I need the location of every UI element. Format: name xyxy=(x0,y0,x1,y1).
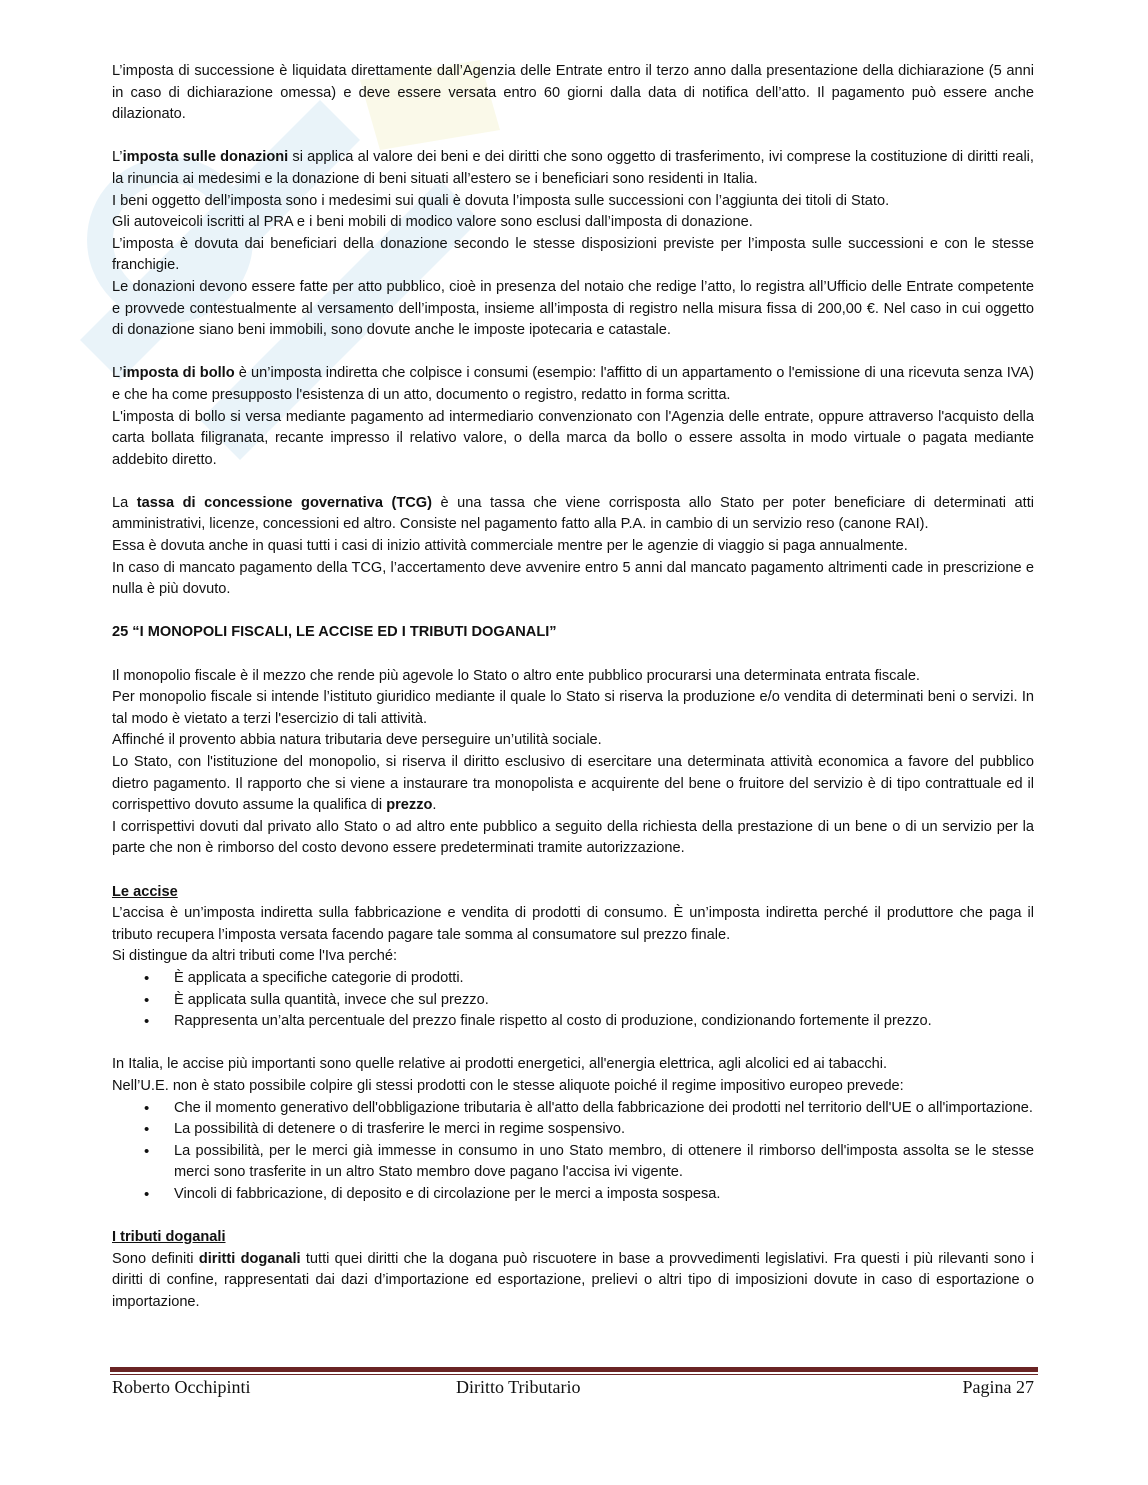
paragraph: Le donazioni devono essere fatte per atto pubblico, cioè in presenza del notaio che redige l’atto, lo registra all’Ufficio delle Entrate competente e provvede contestualmente al versamento dell’imposta, insieme all’imposta di registro nella misura fissa di 200,00 €. Nel caso in cui oggetto di donazione siano beni immobili, sono dovute anche le imposte ipotecaria e catastale. xyxy=(112,278,1034,339)
bold-term: prezzo xyxy=(386,797,433,814)
paragraph: In caso di mancato pagamento della TCG, l’accertamento deve avvenire entro 5 anni dal mancato pagamento altrimenti cade in prescrizione e nulla è più dovuto. xyxy=(112,559,1034,598)
list-item: • La possibilità, per le merci già immesse in consumo in uno Stato membro, di ottenere il rimborso dell'imposta assolta se le stesse merci sono trasferite in un altro Stato membro dove pagano l'accisa ivi vigente. xyxy=(112,1141,1034,1184)
bullet-list xyxy=(112,968,1034,1033)
paragraph: Si distingue da altri tributi come l'Iva perché: xyxy=(112,948,398,965)
paragraph: Il monopolio fiscale è il mezzo che rende più agevole lo Stato o altro ente pubblico procurarsi una determinata entrata fiscale. xyxy=(112,667,920,684)
paragraph: Per monopolio fiscale si intende l’istituto giuridico mediante il quale lo Stato si riserva la produzione e/o vendita di determinati beni o servizi. In tal modo è vietato a terzi l'esercizio di tali attività. xyxy=(112,689,1034,727)
paragraph xyxy=(112,147,1034,190)
paragraph: L’accisa è un’imposta indiretta sulla fabbricazione e vendita di prodotti di consumo. È un’imposta indiretta perché il produttore che paga il tributo recupera l’imposta versata facendo pagare tale somma al consumatore sul prezzo finale. xyxy=(112,905,1034,943)
paragraph: Essa è dovuta anche in quasi tutti i casi di inizio attività commerciale mentre per le agenzie di viaggio si paga annualmente. xyxy=(112,538,908,555)
text-span: L’ xyxy=(112,365,123,382)
paragraph: L’imposta è dovuta dai beneficiari della donazione secondo le stesse disposizioni previste per l’imposta sulle successioni e con le stesse franchigie. xyxy=(112,235,1034,274)
paragraph xyxy=(112,752,1034,817)
list-item: • Che il momento generativo dell'obbligazione tributaria è all'atto della fabbricazione dei prodotti nel territorio dell'UE o all'importazione. xyxy=(112,1098,1034,1120)
text-span: . xyxy=(432,797,437,814)
paragraph: Nell’U.E. non è stato possibile colpire gli stessi prodotti con le stesse aliquote poiché il regime impositivo europeo prevede: xyxy=(112,1077,904,1094)
bold-term: imposta di bollo xyxy=(122,365,235,382)
paragraph: I corrispettivi dovuti dal privato allo Stato o ad altro ente pubblico a seguito della richiesta della prestazione di un bene o di un servizio per la parte che non è rimborso del costo devono essere predeterminati tramite autorizzazione. xyxy=(112,818,1034,857)
paragraph xyxy=(112,1249,1034,1314)
footer-author: Roberto Occhipinti xyxy=(112,1377,251,1397)
subheading: I tributi doganali xyxy=(112,1229,226,1246)
paragraph xyxy=(112,493,1034,536)
text-span: è una tassa che viene corrisposta allo Stato per poter beneficiare di determinati atti amministrativi, licenze, concessioni ed altro. Consiste nel pagamento fatto alla P.A. in cambio di un servizio reso (canone RAI). xyxy=(112,494,1034,533)
list-item: • Vincoli di fabbricazione, di deposito e di circolazione per le merci a imposta sospesa. xyxy=(112,1184,1034,1206)
paragraph: I beni oggetto dell’imposta sono i medesimi sui quali è dovuta l’imposta sulle successioni con l’aggiunta dei titoli di Stato. xyxy=(112,192,890,209)
text-span: Sono definiti xyxy=(112,1250,199,1267)
subheading: Le accise xyxy=(112,883,178,900)
list-item: • La possibilità di detenere o di trasferire le merci in regime sospensivo. xyxy=(112,1119,1034,1141)
bold-term: tassa di concessione governativa (TCG) xyxy=(136,494,432,511)
section-heading: 25 “I MONOPOLI FISCALI, LE ACCISE ED I TRIBUTI DOGANALI” xyxy=(112,624,557,641)
footer-divider xyxy=(110,1367,1038,1372)
text-span: La xyxy=(112,494,137,511)
text-span: si applica al valore dei beni e dei diritti che sono oggetto di trasferimento, ivi comprese la costituzione di diritti reali, la rinuncia ai medesimi e la donazione di beni situati all’estero se i beneficiari sono residenti in Italia. xyxy=(112,149,1034,187)
paragraph xyxy=(112,363,1034,406)
paragraph: L’imposta di successione è liquidata direttamente dall’Agenzia delle Entrate entro il terzo anno dalla presentazione della dichiarazione (5 anni in caso di dichiarazione omessa) e deve essere versata entro 60 giorni dalla data di notifica dell’atto. Il pagamento può essere anche dilazionato. xyxy=(112,63,1034,123)
text-span: è un’imposta indiretta che colpisce i consumi (esempio: l'affitto di un appartamento o l'emissione di una ricevuta senza IVA) e che ha come presupposto l'esistenza di un atto, documento o registro, redatto in forma scritta. xyxy=(112,365,1034,403)
text-span: tutti quei diritti che la dogana può riscuotere in base a provvedimenti legislativi. Fra questi i più rilevanti sono i diritti di confine, rappresentati dai dazi d’importazione ed esportazione, prelievi o altri tipo di imposizioni dovute in caso di esportazione o importazione. xyxy=(112,1250,1034,1310)
list-item: • È applicata sulla quantità, invece che sul prezzo. xyxy=(112,990,1034,1012)
list-item: • È applicata a specifiche categorie di prodotti. xyxy=(112,968,1034,990)
bullet-list xyxy=(112,1098,1034,1206)
text-span: Lo Stato, con l'istituzione del monopolio, si riserva il diritto esclusivo di esercitare una determinata attività economica a favore del pubblico dietro pagamento. Il rapporto che si viene a instaurare tra monopolista e acquirente del bene o fruitore del servizio è di tipo contrattuale ed il corrispettivo dovuto assume la qualifica di xyxy=(112,754,1034,814)
bold-term: imposta sulle donazioni xyxy=(122,149,289,166)
list-item: • Rappresenta un’alta percentuale del prezzo finale rispetto al costo di produzione, condizionando fortemente il prezzo. xyxy=(112,1011,1034,1033)
bold-term: diritti doganali xyxy=(198,1250,301,1267)
paragraph: Gli autoveicoli iscritti al PRA e i beni mobili di modico valore sono esclusi dall’imposta di donazione. xyxy=(112,214,753,231)
page-footer xyxy=(112,1377,1034,1401)
paragraph: Affinché il provento abbia natura tributaria deve perseguire un’utilità sociale. xyxy=(112,732,602,749)
footer-divider-thin xyxy=(110,1374,1038,1375)
text-span: L’ xyxy=(112,149,123,166)
paragraph: In Italia, le accise più importanti sono quelle relative ai prodotti energetici, all'energia elettrica, agli alcolici ed ai tabacchi. xyxy=(112,1056,888,1073)
footer-title: Diritto Tributario xyxy=(456,1377,581,1397)
document-body xyxy=(112,61,1034,1313)
paragraph: L'imposta di bollo si versa mediante pagamento ad intermediario convenzionato con l'Agenzia delle entrate, oppure attraverso l'acquisto della carta bollata filigranata, recante impresso il relativo valore, o della marca da bollo o essere assolta in modo virtuale o pagata mediante addebito diretto. xyxy=(112,408,1034,468)
footer-page-number: Pagina 27 xyxy=(962,1377,1034,1397)
